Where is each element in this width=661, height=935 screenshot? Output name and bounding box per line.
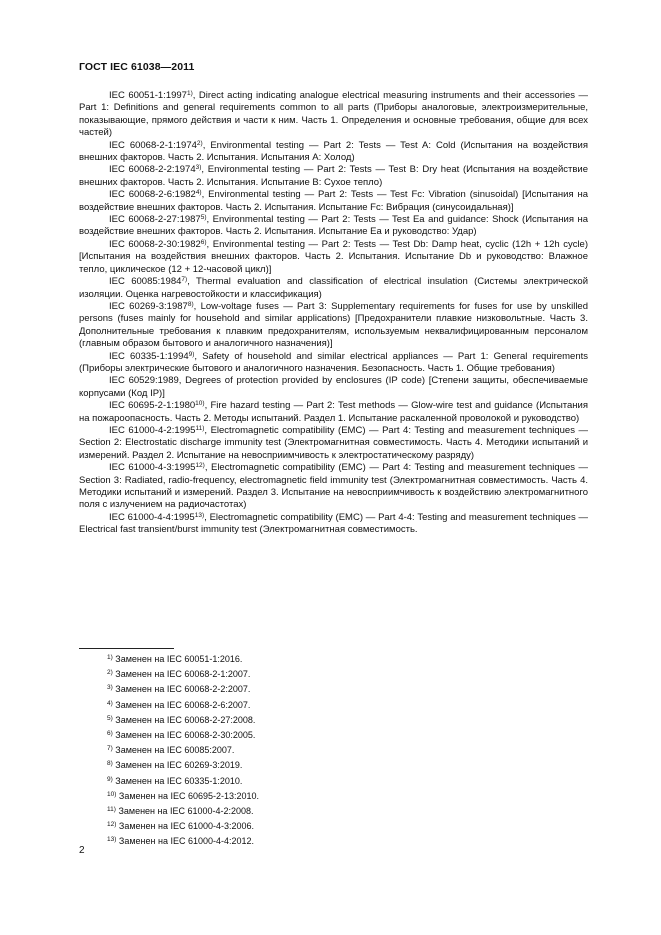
footnote: $^{11)}$ Заменен на IEC 61000-4-2:2008. <box>107 806 254 817</box>
footnote: $^{3)}$ Заменен на IEC 60068-2-2:2007. <box>107 684 251 695</box>
reference-item: IEC 60068-2-1:1974$^{2)}$, Environmental testing — Part 2: Tests — Test A: Cold (Испытания на воздействия внешних факторов. Часть 2. Испытания. Испытания A: Холод) <box>79 139 588 164</box>
footnote: $^{8)}$ Заменен на IEC 60269-3:2019. <box>107 760 243 771</box>
footnote: $^{10)}$ Заменен на IEC 60695-2-13:2010. <box>107 790 260 801</box>
footnote: $^{7)}$ Заменен на IEC 60085:2007. <box>107 745 235 756</box>
references-list <box>79 90 588 537</box>
reference-item: IEC 61000-4-3:1995$^{12)}$, Electromagnetic compatibility (EMC) — Part 4: Testing and measurement techniques — Section 3: Radiated, radio-frequency, electromagnetic field immunity test (Электромагнитная совместимость. Часть 4. Методики испытаний и измерений. Раздел 3. Испытание на невосприимчивость к воздействию электромагнитного поля с излучением на радиочастотах) <box>79 462 589 511</box>
reference-item: IEC 60068-2-27:1987$^{5)}$, Environmental testing — Part 2: Tests — Test Ea and guidance: Shock (Испытания на воздействие внешних факторов. Часть 2. Испытания. Испытание Ea и руководство: Удар) <box>79 214 589 238</box>
reference-item: IEC 60269-3:1987$^{8)}$, Low-voltage fuses — Part 3: Supplementary requirements for fuses for use by unskilled persons (fuses mainly for household and similar applications) [Предохранители плавкие низковольтные. Часть 3. Дополнительные требования к плавким предохранителям, используемым неквалифицированным персоналом (главным образом бытового и аналогичного назначения)] <box>79 300 588 350</box>
footnote: $^{9)}$ Заменен на IEC 60335-1:2010. <box>107 775 243 786</box>
reference-item: IEC 60085:1984$^{7)}$, Thermal evaluation and classification of electrical insulation (Системы электрической изоляции. Оценка нагревостойкости и классификация) <box>79 276 588 300</box>
reference-item: IEC 60068-2-30:1982$^{6)}$, Environmental testing — Part 2: Tests — Test Db: Damp heat, cyclic (12h + 12h cycle) [Испытания на воздействия внешних факторов. Часть 2. Испытания. Испытание Db и руководство: Влажное тепло, циклическое (12 + 12-часовой цикл)] <box>79 238 588 275</box>
footnote: $^{6)}$ Заменен на IEC 60068-2-30:2005. <box>107 730 256 741</box>
reference-item: IEC 60051-1:1997$^{1)}$, Direct acting indicating analogue electrical measuring instruments and their accessories — Part 1: Definitions and general requirements common to all parts (Приборы аналоговые, электроизмерительные, показывающие, прямого действия и части к ним. Часть 1. Определения и основные требования, общие для всех частей) <box>79 90 588 139</box>
reference-item: IEC 60695-2-1:1980$^{10)}$, Fire hazard testing — Part 2: Test methods — Glow-wire test and guidance (Испытания на пожароопасность. Часть 2. Методы испытаний. Раздел 1. Испытание раскаленной проволокой и руководство) <box>79 400 588 424</box>
footnote: $^{4)}$ Заменен на IEC 60068-2-6:2007. <box>107 699 251 710</box>
footnotes-list <box>107 652 259 850</box>
reference-item: IEC 61000-4-2:1995$^{11)}$, Electromagnetic compatibility (EMC) — Part 4: Testing and measurement techniques — Section 2: Electrostatic discharge immunity test (Электромагнитная совместимость. Часть 4. Методики испытаний и измерений. Раздел 2. Испытание на невосприимчивость к электростатическому разряду) <box>79 424 588 461</box>
reference-item: IEC 60068-2-2:1974$^{3)}$, Environmental testing — Part 2: Tests — Test B: Dry heat (Испытания на воздействие внешних факторов. Часть 2. Испытания. Испытание B: Сухое тепло) <box>79 164 588 188</box>
footnote: $^{13)}$ Заменен на IEC 61000-4-4:2012. <box>107 836 255 847</box>
reference-item: IEC 60068-2-6:1982$^{4)}$, Environmental testing — Part 2: Tests — Test Fc: Vibration (sinusoidal) [Испытания на воздействие внешних факторов. Часть 2. Испытания. Испытание Fc: Вибрация (синусоидальная)] <box>79 189 588 213</box>
reference-item: IEC 60529:1989, Degrees of protection provided by enclosures (IP code) [Степени защиты, обеспечиваемые корпусами (Код IP)] <box>79 375 588 399</box>
page-header-title: ГОСТ IEC 61038—2011 <box>79 61 195 73</box>
footnote: $^{1)}$ Заменен на IEC 60051-1:2016. <box>107 654 243 664</box>
reference-item: IEC 60335-1:1994$^{9)}$, Safety of household and similar electrical appliances — Part 1: General requirements (Приборы электрические бытового и аналогичного назначения. Безопасность. Часть 1. Общие требования) <box>79 350 588 374</box>
footnote: $^{5)}$ Заменен на IEC 60068-2-27:2008. <box>107 714 256 725</box>
footnote-divider <box>79 648 174 649</box>
reference-item: IEC 61000-4-4:1995$^{13)}$, Electromagnetic compatibility (EMC) — Part 4-4: Testing and measurement techniques — Electrical fast transient/burst immunity test (Электромагнитная совместимость. <box>79 511 588 536</box>
footnote: $^{2)}$ Заменен на IEC 60068-2-1:2007. <box>107 669 251 680</box>
footnote: $^{12)}$ Заменен на IEC 61000-4-3:2006. <box>107 821 255 832</box>
page-number: 2 <box>79 845 85 856</box>
